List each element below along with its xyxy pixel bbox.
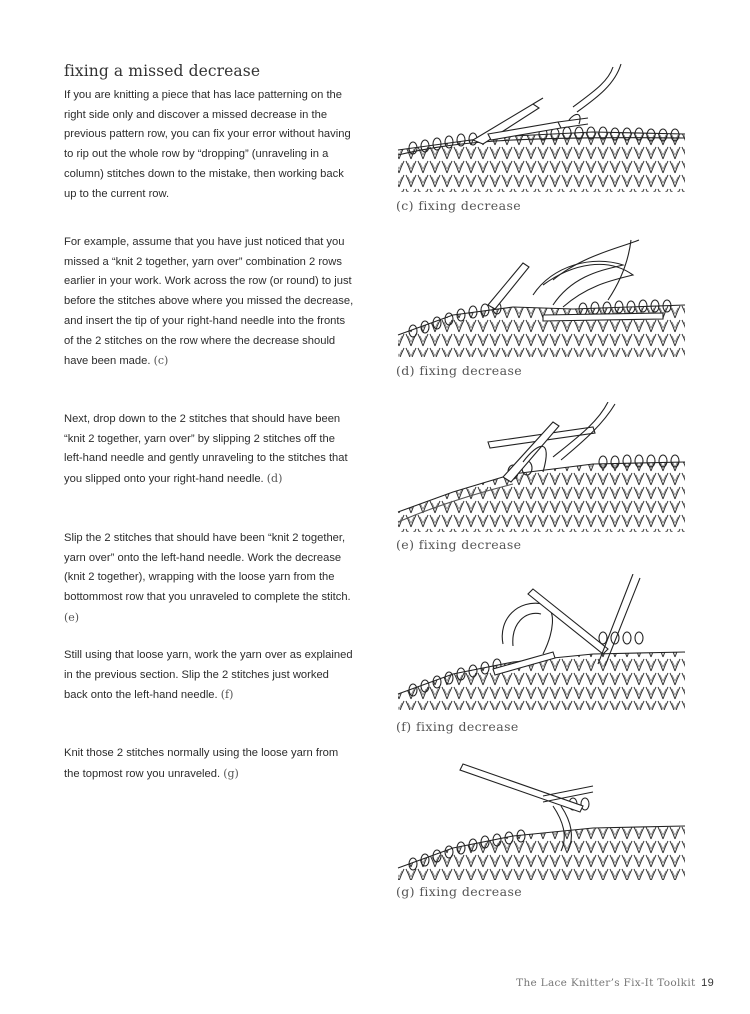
paragraph-step-g: [64, 744, 354, 784]
caption-f: (f) fixing decrease: [396, 719, 519, 734]
illustration-c: [393, 62, 693, 197]
paragraph-step-e: [64, 529, 354, 629]
illustration-d: [393, 235, 693, 360]
caption-g: (g) fixing decrease: [396, 884, 523, 899]
paragraph-step-c: [64, 233, 354, 372]
caption-d: (d) fixing decrease: [396, 363, 523, 378]
paragraph-text: Still using that loose yarn, work the yarn over as explained in the previous section. Slip the 2 stitches just worked back onto the left-hand needle.: [64, 649, 353, 702]
paragraph-intro: [64, 86, 354, 204]
figure-ref-c: (c): [153, 354, 169, 368]
paragraph-text: Slip the 2 stitches that should have been “knit 2 together, yarn over” onto the left-hand needle. Work the decrease (knit 2 together), wrapping with the loose yarn from the bottommost row that you unraveled to complete the stitch.: [64, 532, 351, 604]
paragraph-step-f: [64, 646, 354, 706]
paragraph-text: For example, assume that you have just noticed that you missed a “knit 2 together, yarn over” combination 2 rows earlier in your work. Work across the row (or round) to just before the stitches above where you missed the decrease, and insert the tip of your right-hand needle into the fronts of the 2 stitches on the row where the decrease should have been made.: [64, 236, 354, 368]
section-heading: fixing a missed decrease: [64, 62, 261, 80]
figure-ref-e: (e): [64, 610, 80, 624]
caption-c: (c) fixing decrease: [396, 198, 522, 213]
figure-ref-d: (d): [266, 472, 283, 486]
paragraph-text: Knit those 2 stitches normally using the loose yarn from the topmost row you unraveled.: [64, 747, 339, 780]
illustration-g: [393, 756, 693, 882]
paragraph-text: Next, drop down to the 2 stitches that should have been “knit 2 together, yarn over” by slipping 2 stitches off the left-hand needle and gently unraveling to the stitches that you slipped onto your right-hand needle.: [64, 413, 348, 486]
figure-ref-f: (f): [220, 688, 234, 702]
caption-e: (e) fixing decrease: [396, 537, 522, 552]
figure-ref-g: (g): [223, 766, 239, 780]
page-footer: [516, 977, 714, 989]
illustration-f: [393, 574, 693, 712]
paragraph-step-d: [64, 410, 354, 490]
page-number: 19: [701, 977, 714, 989]
paragraph-text: If you are knitting a piece that has lace patterning on the right side only and discover a missed decrease in the previous pattern row, you can fix your error without having to rip out the whole row by “dropping” (unraveling in a column) stitches down to the mistake, then working back up to the current row.: [64, 89, 351, 200]
illustration-e: [393, 402, 693, 534]
footer-book-title: The Lace Knitter’s Fix-It Toolkit: [516, 977, 696, 989]
